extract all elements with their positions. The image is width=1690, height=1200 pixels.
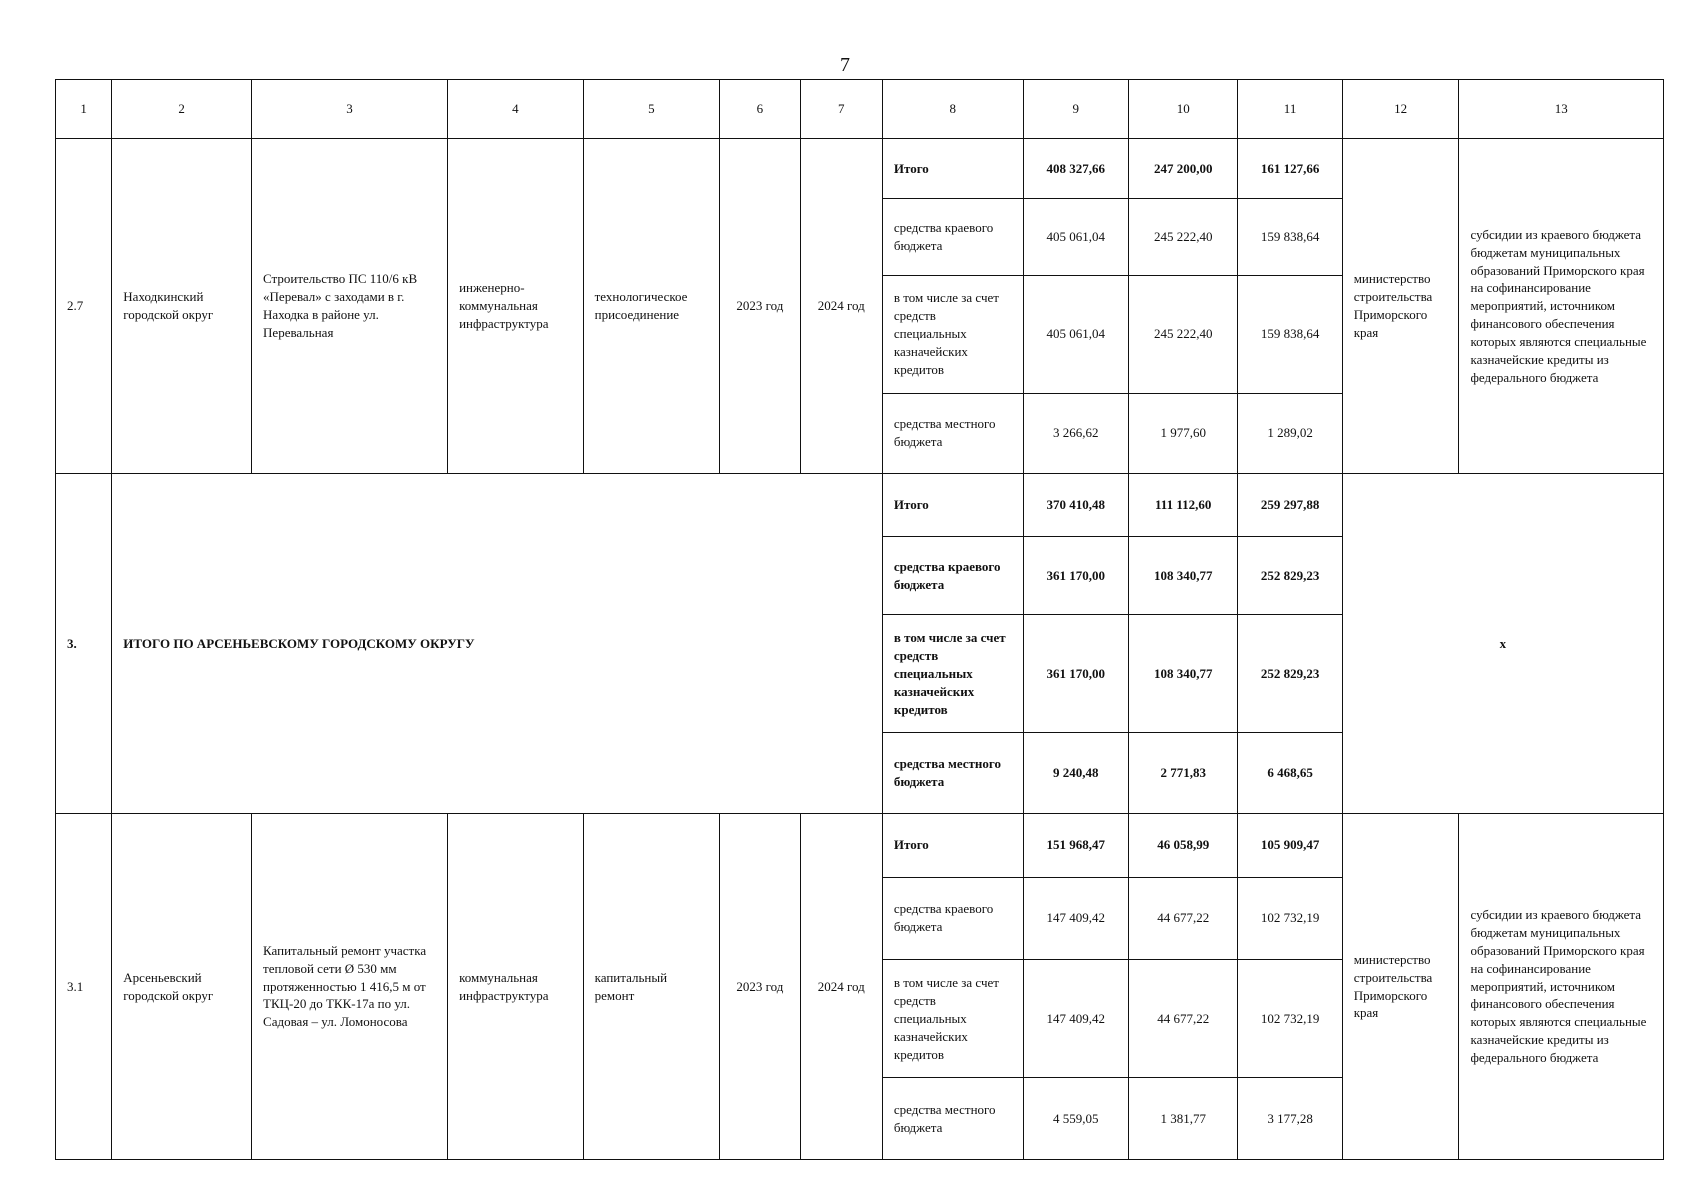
header-cell: 8 (882, 80, 1023, 139)
value-2023: 1 977,60 (1128, 393, 1237, 474)
sector-cell: коммунальная инфраструктура (448, 814, 584, 1160)
object-cell: Строительство ПС 110/6 кВ «Перевал» с заходами в г. Находка в районе ул. Перевальная (252, 139, 448, 474)
header-cell: 9 (1023, 80, 1128, 139)
total-value: 361 170,00 (1023, 536, 1128, 615)
value-2024: 6 468,65 (1238, 733, 1342, 814)
header-cell: 4 (448, 80, 584, 139)
value-2023: 1 381,77 (1128, 1078, 1237, 1160)
value-2024: 161 127,66 (1238, 139, 1342, 198)
total-value: 370 410,48 (1023, 474, 1128, 537)
value-2024: 259 297,88 (1238, 474, 1342, 537)
value-2023: 111 112,60 (1128, 474, 1237, 537)
source-label: средства краевого бюджета (882, 536, 1023, 615)
source-label: в том числе за счет средств специальных казначейских кредитов (882, 275, 1023, 393)
total-value: 405 061,04 (1023, 198, 1128, 275)
responsible-cell: министерство строительства Приморского края (1342, 139, 1459, 474)
note-cell: субсидии из краевого бюджета бюджетам муниципальных образований Приморского края на софинансирование мероприятий, источником финансового обеспечения которых являются специальные казначейские кредиты из федерального бюджета (1459, 139, 1664, 474)
value-2023: 108 340,77 (1128, 615, 1237, 733)
value-2024: 159 838,64 (1238, 198, 1342, 275)
source-label: средства краевого бюджета (882, 877, 1023, 960)
responsible-cell: министерство строительства Приморского края (1342, 814, 1459, 1160)
funding-table (55, 79, 1664, 1160)
object-cell: Капитальный ремонт участка тепловой сети Ø 530 мм протяженностью 1 416,5 м от ТКЦ-20 до ТКК-17а по ул. Садовая – ул. Ломоносова (252, 814, 448, 1160)
value-2024: 102 732,19 (1238, 877, 1342, 960)
header-cell: 6 (720, 80, 800, 139)
total-value: 4 559,05 (1023, 1078, 1128, 1160)
total-value: 9 240,48 (1023, 733, 1128, 814)
value-2023: 46 058,99 (1128, 814, 1237, 878)
total-value: 408 327,66 (1023, 139, 1128, 198)
source-label: средства местного бюджета (882, 393, 1023, 474)
total-value: 147 409,42 (1023, 877, 1128, 960)
header-cell: 12 (1342, 80, 1459, 139)
source-label: Итого (882, 814, 1023, 878)
total-value: 361 170,00 (1023, 615, 1128, 733)
header-cell: 5 (583, 80, 720, 139)
total-value: 405 061,04 (1023, 275, 1128, 393)
header-cell: 3 (252, 80, 448, 139)
header-cell: 2 (112, 80, 252, 139)
section-title: ИТОГО ПО АРСЕНЬЕВСКОМУ ГОРОДСКОМУ ОКРУГУ (112, 474, 883, 814)
source-label: Итого (882, 474, 1023, 537)
value-2024: 3 177,28 (1238, 1078, 1342, 1160)
header-cell: 7 (800, 80, 882, 139)
municipality-cell: Арсеньевский городской округ (112, 814, 252, 1160)
item-number: 3. (56, 474, 112, 814)
value-2023: 2 771,83 (1128, 733, 1237, 814)
work-type-cell: технологическое присоединение (583, 139, 720, 474)
note-cell: субсидии из краевого бюджета бюджетам муниципальных образований Приморского края на софинансирование мероприятий, источником финансового обеспечения которых являются специальные казначейские кредиты из федерального бюджета (1459, 814, 1664, 1160)
sector-cell: инженерно-коммунальная инфраструктура (448, 139, 584, 474)
item-number: 2.7 (56, 139, 112, 474)
source-label: в том числе за счет средств специальных казначейских кредитов (882, 615, 1023, 733)
total-value: 3 266,62 (1023, 393, 1128, 474)
total-value: 151 968,47 (1023, 814, 1128, 878)
page-number: 7 (840, 54, 850, 76)
header-row (56, 80, 1664, 139)
end-year-cell: 2024 год (800, 139, 882, 474)
table-row (56, 139, 1664, 198)
end-year-cell: 2024 год (800, 814, 882, 1160)
not-applicable-mark: х (1342, 474, 1663, 814)
work-type-cell: капитальный ремонт (583, 814, 720, 1160)
source-label: средства местного бюджета (882, 733, 1023, 814)
start-year-cell: 2023 год (720, 814, 800, 1160)
header-cell: 11 (1238, 80, 1342, 139)
value-2023: 245 222,40 (1128, 198, 1237, 275)
source-label: средства краевого бюджета (882, 198, 1023, 275)
value-2023: 247 200,00 (1128, 139, 1237, 198)
value-2024: 252 829,23 (1238, 536, 1342, 615)
municipality-cell: Находкинский городской округ (112, 139, 252, 474)
value-2024: 159 838,64 (1238, 275, 1342, 393)
value-2024: 105 909,47 (1238, 814, 1342, 878)
value-2024: 252 829,23 (1238, 615, 1342, 733)
source-label: в том числе за счет средств специальных казначейских кредитов (882, 960, 1023, 1078)
header-cell: 13 (1459, 80, 1664, 139)
source-label: средства местного бюджета (882, 1078, 1023, 1160)
value-2023: 44 677,22 (1128, 960, 1237, 1078)
item-number: 3.1 (56, 814, 112, 1160)
header-cell: 1 (56, 80, 112, 139)
value-2023: 108 340,77 (1128, 536, 1237, 615)
value-2023: 44 677,22 (1128, 877, 1237, 960)
value-2023: 245 222,40 (1128, 275, 1237, 393)
table-row (56, 474, 1664, 537)
value-2024: 1 289,02 (1238, 393, 1342, 474)
source-label: Итого (882, 139, 1023, 198)
table-row (56, 814, 1664, 878)
total-value: 147 409,42 (1023, 960, 1128, 1078)
header-cell: 10 (1128, 80, 1237, 139)
value-2024: 102 732,19 (1238, 960, 1342, 1078)
start-year-cell: 2023 год (720, 139, 800, 474)
